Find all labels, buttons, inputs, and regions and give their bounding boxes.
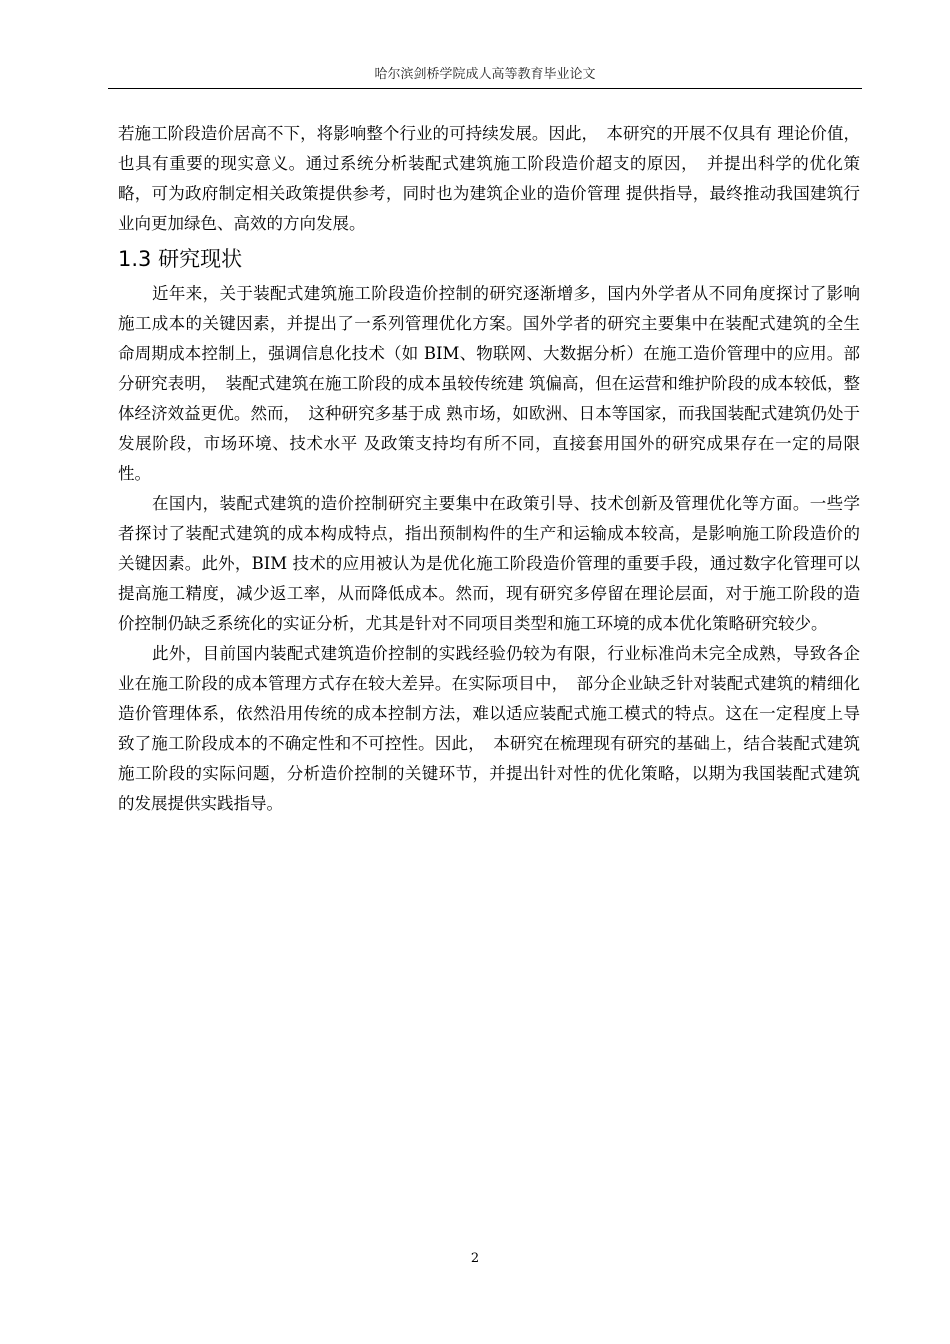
header-divider [108,88,862,89]
page-number: 2 [470,1251,480,1266]
running-header: 哈尔滨剑桥学院成人高等教育毕业论文 [374,67,596,82]
paragraph-1: 近年来，关于装配式建筑施工阶段造价控制的研究逐渐增多，国内外学者从不同角度探讨了影响施工成本的关键因素，并提出了一系列管理优化方案。国外学者的研究主要集中在装配式建筑的全生命周期成本控制上，强调信息化技术（如 BIM、物联网、大数据分析）在施工造价管理中的应用。部分研究表明， 装配式建筑在施工阶段的成本虽较传统建 筑偏高，但在运营和维护阶段的成本较低，整体经济效益更优。然而， 这种研究多基于成 熟市场，如欧洲、日本等国家，而我国装配式建筑仍处于发展阶段，市场环境、技术水平 及政策支持均有所不同，直接套用国外的研究成果存在一定的局限性。 [118,284,860,483]
paragraph-2: 在国内，装配式建筑的造价控制研究主要集中在政策引导、技术创新及管理优化等方面。一些学者探讨了装配式建筑的成本构成特点，指出预制构件的生产和运输成本较高，是影响施工阶段造价的关键因素。此外，BIM 技术的应用被认为是优化施工阶段造价管理的重要手段，通过数字化管理可以提高施工精度，减少返工率，从而降低成本。然而，现有研究多停留在理论层面，对于施工阶段的造价控制仍缺乏系统化的实证分析，尤其是针对不同项目类型和施工环境的成本优化策略研究较少。 [118,494,860,633]
section-heading: 1.3 研究现状 [118,247,243,271]
continuation-paragraph: 若施工阶段造价居高不下，将影响整个行业的可持续发展。因此， 本研究的开展不仅具有 理论价值，也具有重要的现实意义。通过系统分析装配式建筑施工阶段造价超支的原因， 并提出科学的优化策略，可为政府制定相关政策提供参考，同时也为建筑企业的造价管理 提供指导，最终推动我国建筑行业向更加绿色、高效的方向发展。 [118,124,860,233]
body-text [118,119,860,819]
paragraph-3: 此外，目前国内装配式建筑造价控制的实践经验仍较为有限，行业标准尚未完全成熟，导致各企业在施工阶段的成本管理方式存在较大差异。在实际项目中， 部分企业缺乏针对装配式建筑的精细化造价管理体系，依然沿用传统的成本控制方法，难以适应装配式施工模式的特点。这在一定程度上导致了施工阶段成本的不确定性和不可控性。因此， 本研究在梳理现有研究的基础上，结合装配式建筑施工阶段的实际问题，分析造价控制的关键环节，并提出针对性的优化策略，以期为我国装配式建筑的发展提供实践指导。 [118,644,860,813]
